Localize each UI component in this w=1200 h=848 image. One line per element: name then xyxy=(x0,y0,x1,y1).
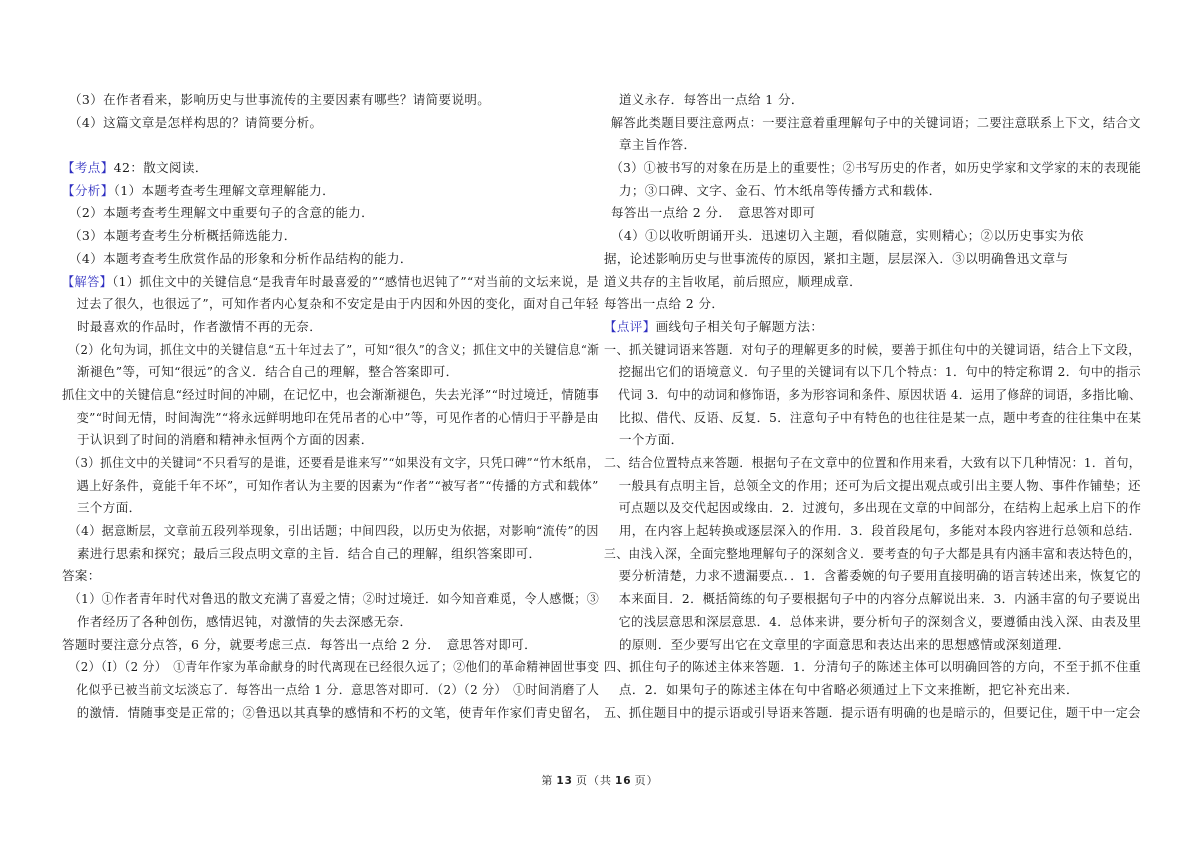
line-text: 一、抓关键词语来答题．对句子的理解更多的时候，要善于抓住句中的关键词语，结合上下文段， xyxy=(604,341,1141,357)
text-line xyxy=(604,202,1141,225)
line-text: 它的浅层意思和深层意思．4．总体来讲，要分析句子的深刻含义，要遵循由浅入深、由表及里 xyxy=(618,613,1142,629)
text-line xyxy=(62,656,600,679)
text-line xyxy=(604,543,1141,566)
line-text: （3）①被书写的对象在历是上的重要性；②书写历史的作者，如历史学家和文学家的末的表现能 xyxy=(610,160,1142,176)
text-line xyxy=(62,293,599,316)
text-line xyxy=(604,475,1141,498)
section-label: 【解答】 xyxy=(62,273,113,289)
text-line xyxy=(62,316,599,339)
line-text: 过去了很久，也很远了”，可知作者内心复杂和不安定是由于内因和外因的变化，面对自己年轻 xyxy=(76,296,599,312)
line-text: 遇上好条件，竟能千年不坏”，可知作者认为主要的因素为“作者”“被写者”“传播的方式和载体” xyxy=(76,477,599,493)
line-text: （3）在作者看来，影响历史与世事流传的主要因素有哪些？请简要说明。 xyxy=(69,92,491,107)
text-line xyxy=(604,588,1141,611)
footer-total-pages: 16 xyxy=(615,775,632,787)
text-line xyxy=(604,157,1142,180)
text-line xyxy=(62,271,600,294)
line-text: 挖掘出它们的语境意义．句子里的关键词有以下几个特点：1．句中的特定称谓 2．句中的指示 xyxy=(618,364,1142,380)
line-text: （4）这篇文章是怎样构思的？请简要分析。 xyxy=(69,114,323,130)
text-line xyxy=(62,475,599,498)
line-text: 五、抓住题目中的提示语或引导语来答题．提示语有明确的也是暗示的，但要记住，题干中一定会 xyxy=(604,704,1141,720)
text-line xyxy=(604,611,1142,634)
line-text: 于认识到了时间的消磨和精神永恒两个方面的因素． xyxy=(77,432,374,448)
left-text-column xyxy=(62,89,599,724)
footer-page-number: 13 xyxy=(556,775,573,787)
line-text: 三个方面． xyxy=(77,500,142,516)
line-text: （4）①以收听朗诵开头．迅速切入主题，看似随意，实则精心；②以历史事实为依 xyxy=(611,228,1084,244)
line-text: 画线句子相关句子解题方法： xyxy=(655,318,824,334)
line-text: 要分析清楚，力求不遗漏要点．．1．含蓄委婉的句子要用直接明确的语言转述出来，恢复它的 xyxy=(618,568,1142,584)
line-text: 作者经历了各种创伤，感情迟钝，对激情的失去深感无奈． xyxy=(77,613,413,629)
line-text: 变”“时间无情，时间淘洗”“将永远鲜明地印在凭吊者的心中”等，可见作者的心情归于平静是由 xyxy=(76,409,600,425)
text-line xyxy=(62,543,599,566)
text-line xyxy=(62,384,600,407)
text-line xyxy=(604,452,1142,475)
text-line xyxy=(604,634,1141,657)
footer-prefix: 第 xyxy=(541,774,554,787)
text-line xyxy=(62,679,600,702)
line-text: 素进行思索和探究；最后三段点明文章的主旨．结合自己的理解，组织答案即可． xyxy=(77,545,542,561)
line-text: 每答出一点给 2 分． xyxy=(604,296,725,312)
text-line xyxy=(62,520,599,543)
text-line xyxy=(604,271,1141,294)
page-footer xyxy=(0,772,1200,788)
text-line xyxy=(604,497,1142,520)
text-line xyxy=(604,339,1141,362)
text-line xyxy=(62,407,600,430)
line-text: （2）化句为词，抓住文中的关键信息“五十年过去了”，可知“很久”的含义；抓住文中的关键信息“渐 xyxy=(68,341,600,357)
line-text: （3）本题考查考生分析概括筛选能力． xyxy=(69,228,297,244)
text-line xyxy=(604,361,1142,384)
line-text: （4）据意断层，文章前五段列举现象，引出话题；中间四段，以历史为依据，对影响“流传”的因 xyxy=(68,523,599,539)
text-line xyxy=(62,225,599,248)
text-line xyxy=(604,429,1141,452)
text-line xyxy=(62,588,600,611)
line-text: 代词 3．句中的动词和修饰语，多为形容词和条件、原因状语 4．运用了修辞的词语，多指比喻、 xyxy=(618,386,1142,402)
text-line xyxy=(62,248,599,271)
line-text: （1）本题考查考生理解文章理解能力． xyxy=(113,182,336,198)
text-line xyxy=(604,702,1141,725)
line-text: 据，论述影响历史与世事流传的原因，紧扣主题，层层深入．③以明确鲁迅文章与 xyxy=(604,250,1069,266)
line-text: （2）本题考查考生理解文中重要句子的含意的能力． xyxy=(69,205,375,221)
line-text: 本来面目．2．概括简练的句子要根据句子中的内容分点解说出来．3．内涵丰富的句子要说出 xyxy=(618,591,1141,607)
line-text: （3）抓住文中的关键词“不只看写的是谁，还要看是谁来写”“如果没有文字，只凭口碑”“竹木纸帛， xyxy=(68,455,600,470)
text-line xyxy=(604,225,1141,248)
line-text: 道义共存的主旨收尾，前后照应，顺理成章． xyxy=(604,273,863,289)
line-text: 章主旨作答． xyxy=(619,137,697,153)
section-label: 【分析】 xyxy=(62,182,114,198)
text-line xyxy=(604,384,1142,407)
line-text: 道义永存．每答出一点给 1 分． xyxy=(619,92,804,107)
text-line xyxy=(604,293,1141,316)
text-line xyxy=(604,565,1142,588)
line-text: 时最喜欢的作品时，作者激情不再的无奈． xyxy=(77,318,323,334)
text-line xyxy=(62,565,599,588)
line-text: 渐褪色”等，可知“很远”的含义．结合自己的理解，整合答案即可． xyxy=(77,364,459,380)
text-line xyxy=(604,520,1142,543)
line-text: 比拟、借代、反语、反复．5．注意句子中有特色的也往往是某一点，题中考查的往往集中在某 xyxy=(618,409,1142,425)
line-text: 化似乎已被当前文坛淡忘了．每答出一点给 1 分．意思答对即可．（2）（2 分） ①时间消磨了人 xyxy=(76,681,600,697)
text-line xyxy=(62,202,599,225)
line-text: 二、结合位置特点来答题．根据句子在文章中的位置和作用来看，大致有以下几种情况：1．首句， xyxy=(604,455,1142,470)
text-line xyxy=(604,248,1141,271)
text-line xyxy=(604,656,1142,679)
line-text: （1）①作者青年时代对鲁迅的散文充满了喜爱之情；②时过境迁．如今知音难觅，令人感慨；③ xyxy=(68,591,600,607)
line-text: 42：散文阅读． xyxy=(113,160,208,176)
text-line xyxy=(62,452,600,475)
text-line xyxy=(604,134,1141,157)
text-line xyxy=(604,89,1141,112)
text-line xyxy=(62,157,599,180)
line-text: 用，在内容上起转换或逐层深入的作用．3．段首段尾句，多能对本段内容进行总领和总结． xyxy=(618,523,1142,539)
text-line xyxy=(604,679,1141,702)
text-line xyxy=(604,112,1141,135)
text-line xyxy=(604,180,1141,203)
line-text: 一个方面． xyxy=(619,432,684,448)
right-text-column xyxy=(604,89,1141,724)
line-text: （1）抓住文中的关键信息“是我青年时最喜爱的”“感情也迟钝了”“对当前的文坛来说，是 xyxy=(112,273,600,289)
line-text: 四、抓住句子的陈述主体来答题．1．分清句子的陈述主体可以明确回答的方向，不至于抓不住重 xyxy=(604,659,1142,675)
section-label: 【点评】 xyxy=(604,318,656,334)
line-text: 一般具有点明主旨，总领全文的作用；还可为后文提出观点或引出主要人物、事件作铺垫；还 xyxy=(618,477,1141,493)
text-line xyxy=(62,361,599,384)
text-line xyxy=(62,112,599,135)
line-text: 可点题以及交代起因或缘由．2．过渡句，多出现在文章的中间部分，在结构上起承上启下的作 xyxy=(618,500,1142,516)
text-line xyxy=(604,316,1141,339)
text-line xyxy=(62,611,599,634)
line-text: 力；③口碑、文字、金石、竹木纸帛等传播方式和载体． xyxy=(619,182,942,198)
section-label: 【考点】 xyxy=(62,160,114,176)
blank-line xyxy=(62,134,599,157)
text-line xyxy=(62,339,600,362)
line-text: 解答此类题目要注意两点：一要注意着重理解句子中的关键词语；二要注意联系上下文，结合文 xyxy=(610,114,1141,130)
line-text: 三、由浅入深，全面完整地理解句子的深刻含义．要考查的句子大都是具有内涵丰富和表达特色的， xyxy=(604,545,1141,561)
line-text: （2）（I）（2 分） ①青年作家为革命献身的时代离现在已经很久远了；②他们的革命精神固世事变 xyxy=(68,659,600,675)
line-text: 答案： xyxy=(62,568,101,584)
line-text: 的原则．至少要写出它在文章里的字面意思和表达出来的思想感情或深刻道理． xyxy=(619,636,1071,652)
text-line xyxy=(604,407,1142,430)
line-text: 每答出一点给 2 分． 意思答对即可 xyxy=(611,205,816,221)
line-text: 点．2．如果句子的陈述主体在句中省略必须通过上下文来推断，把它补充出来． xyxy=(619,681,1079,697)
footer-middle: 页（共 xyxy=(576,774,612,787)
text-line xyxy=(62,89,599,112)
line-text: 的激情．情随事变是正常的；②鲁迅以其真挚的感情和不朽的文笔，使青年作家们青史留名， xyxy=(76,704,599,720)
text-line xyxy=(62,497,599,520)
text-line xyxy=(62,634,599,657)
text-line xyxy=(62,180,599,203)
line-text: （4）本题考查考生欣赏作品的形象和分析作品结构的能力． xyxy=(69,250,413,266)
line-text: 抓住文中的关键信息“经过时间的冲刷，在记忆中，也会渐渐褪色，失去光泽”“时过境迁，情随事 xyxy=(62,386,600,402)
text-line xyxy=(62,429,599,452)
line-text: 答题时要注意分点答，6 分，就要考虑三点．每答出一点给 2 分． 意思答对即可． xyxy=(62,636,538,652)
footer-suffix: 页） xyxy=(634,774,659,787)
text-line xyxy=(62,702,599,725)
